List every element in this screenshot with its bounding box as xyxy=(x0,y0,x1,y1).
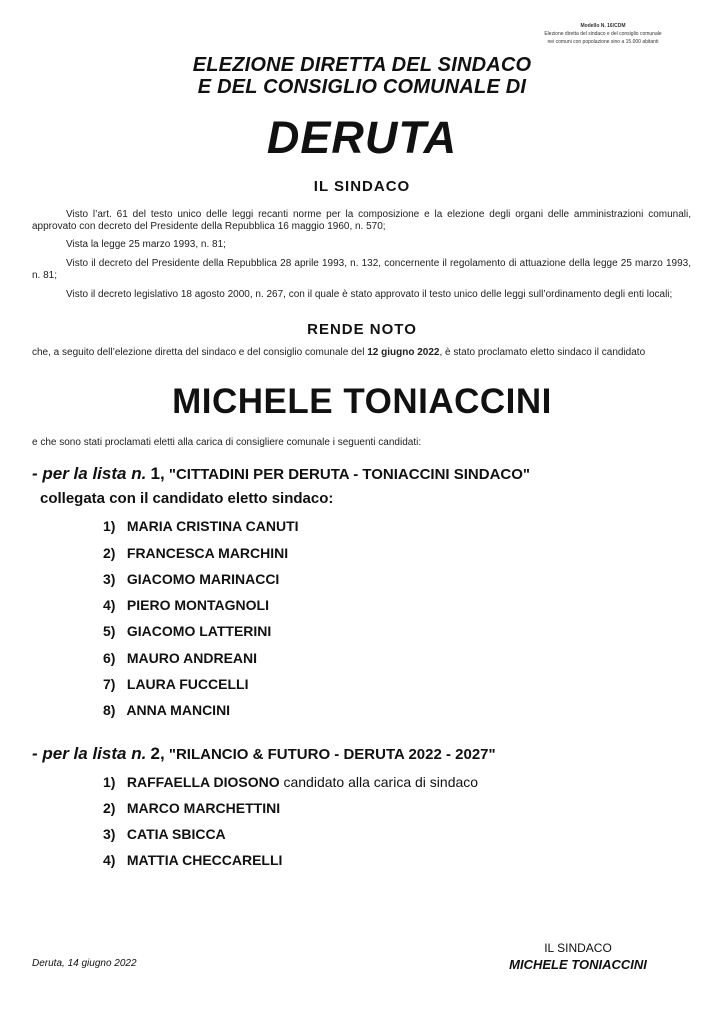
model-population-note: nei comuni con popolazione sino a 15.000 abitanti xyxy=(547,39,659,45)
candidate-number: 7) xyxy=(103,676,116,692)
list-1-subtitle: collegata con il candidato eletto sindaco: xyxy=(40,490,334,507)
candidate-number: 5) xyxy=(103,623,116,639)
preamble-paragraph xyxy=(32,258,691,282)
candidate-number: 3) xyxy=(103,826,116,842)
candidate-name: PIERO MONTAGNOLI xyxy=(126,597,269,613)
candidate-item xyxy=(103,518,299,534)
candidate-name: RAFFAELLA DIOSONO xyxy=(126,774,280,790)
preamble-paragraph xyxy=(32,209,691,233)
heading-line-2: E DEL CONSIGLIO COMUNALE DI xyxy=(197,76,527,98)
candidate-name: MAURO ANDREANI xyxy=(126,650,258,666)
elected-mayor-name: MICHELE TONIACCINI xyxy=(172,382,552,421)
candidate-name: GIACOMO LATTERINI xyxy=(126,623,272,639)
candidate-number: 6) xyxy=(103,650,116,666)
candidate-name: CATIA SBICCA xyxy=(126,826,226,842)
list-number: 1 xyxy=(150,464,160,483)
announcement-text-before: che, a seguito dell’elezione diretta del sindaco e del consiglio comunale del xyxy=(32,347,368,358)
list-2-heading: - per la lista n. 2, "RILANCIO & FUTURO - DERUTA 2022 - 2027" xyxy=(32,744,496,763)
heading-line-1: ELEZIONE DIRETTA DEL SINDACO xyxy=(192,54,532,76)
candidate-note: candidato alla carica di sindaco xyxy=(279,774,479,790)
list-1-heading: - per la lista n. 1, "CITTADINI PER DERUTA - TONIACCINI SINDACO" xyxy=(32,464,531,483)
candidate-item xyxy=(103,623,271,639)
candidate-name: LAURA FUCCELLI xyxy=(126,676,249,692)
candidate-item xyxy=(103,774,478,790)
preamble-text: Vista la legge 25 marzo 1993, n. 81; xyxy=(66,239,226,250)
preamble-paragraph xyxy=(32,239,691,251)
preamble-text: Visto l’art. 61 del testo unico delle leggi recanti norme per la composizione e la elezione degli organi delle amministrazioni comunali, approvato con decreto del Presidente della Repubblica 16 maggio 1960, n. 570; xyxy=(32,209,691,232)
announcement-title: RENDE NOTO xyxy=(307,321,417,338)
document-heading xyxy=(0,54,724,98)
candidate-item xyxy=(103,676,248,692)
candidate-item xyxy=(103,702,230,718)
candidate-number: 2) xyxy=(103,545,116,561)
model-reference-box xyxy=(518,22,688,46)
list-number: 2 xyxy=(150,744,160,763)
municipality-name: DERUTA xyxy=(266,112,458,163)
candidate-number: 4) xyxy=(103,852,116,868)
candidate-name: MARCO MARCHETTINI xyxy=(126,800,281,816)
place-and-date: Deruta, 14 giugno 2022 xyxy=(32,958,137,969)
candidate-number: 1) xyxy=(103,774,116,790)
preamble-text: Visto il decreto legislativo 18 agosto 2000, n. 267, con il quale è stato approvato il testo unico delle leggi sull’ordinamento degli enti locali; xyxy=(66,289,673,300)
list-name: "CITTADINI PER DERUTA - TONIACCINI SINDACO" xyxy=(168,466,531,483)
preamble-paragraph xyxy=(32,289,691,301)
announcement-paragraph xyxy=(32,347,691,359)
candidate-name: MATTIA CHECCARELLI xyxy=(126,852,283,868)
candidate-item xyxy=(103,597,269,613)
signature-role: IL SINDACO xyxy=(544,941,612,955)
preamble-text: Visto il decreto del Presidente della Repubblica 28 aprile 1993, n. 132, concernente il regolamento di attuazione della legge 25 marzo 1993, n. 81; xyxy=(32,258,691,281)
authority-heading: IL SINDACO xyxy=(313,178,411,195)
election-date: 12 giugno 2022 xyxy=(367,347,440,358)
model-description: Elezione diretta del sindaco e del consiglio comunale xyxy=(544,31,662,37)
list-name: "RILANCIO & FUTURO - DERUTA 2022 - 2027" xyxy=(168,746,496,763)
candidate-number: 2) xyxy=(103,800,116,816)
model-number: Modello N. 16/CDM xyxy=(580,23,626,29)
candidate-number: 4) xyxy=(103,597,116,613)
candidate-item xyxy=(103,800,280,816)
councillors-intro: e che sono stati proclamati eletti alla carica di consigliere comunale i seguenti candidati: xyxy=(32,437,422,448)
list-prefix: - per la lista n. xyxy=(32,464,147,483)
list-prefix: - per la lista n. xyxy=(32,744,147,763)
announcement-text-after: , è stato proclamato eletto sindaco il candidato xyxy=(439,347,646,358)
candidate-name: GIACOMO MARINACCI xyxy=(126,571,280,587)
candidate-name: ANNA MANCINI xyxy=(126,702,231,718)
candidate-number: 3) xyxy=(103,571,116,587)
candidate-item xyxy=(103,650,257,666)
candidate-item xyxy=(103,826,226,842)
candidate-item xyxy=(103,545,288,561)
candidate-item xyxy=(103,852,282,868)
candidate-item xyxy=(103,571,279,587)
candidate-number: 1) xyxy=(103,518,116,534)
candidate-name: FRANCESCA MARCHINI xyxy=(126,545,289,561)
candidate-number: 8) xyxy=(103,702,116,718)
candidate-name: MARIA CRISTINA CANUTI xyxy=(126,518,299,534)
signature-name: MICHELE TONIACCINI xyxy=(509,957,647,972)
